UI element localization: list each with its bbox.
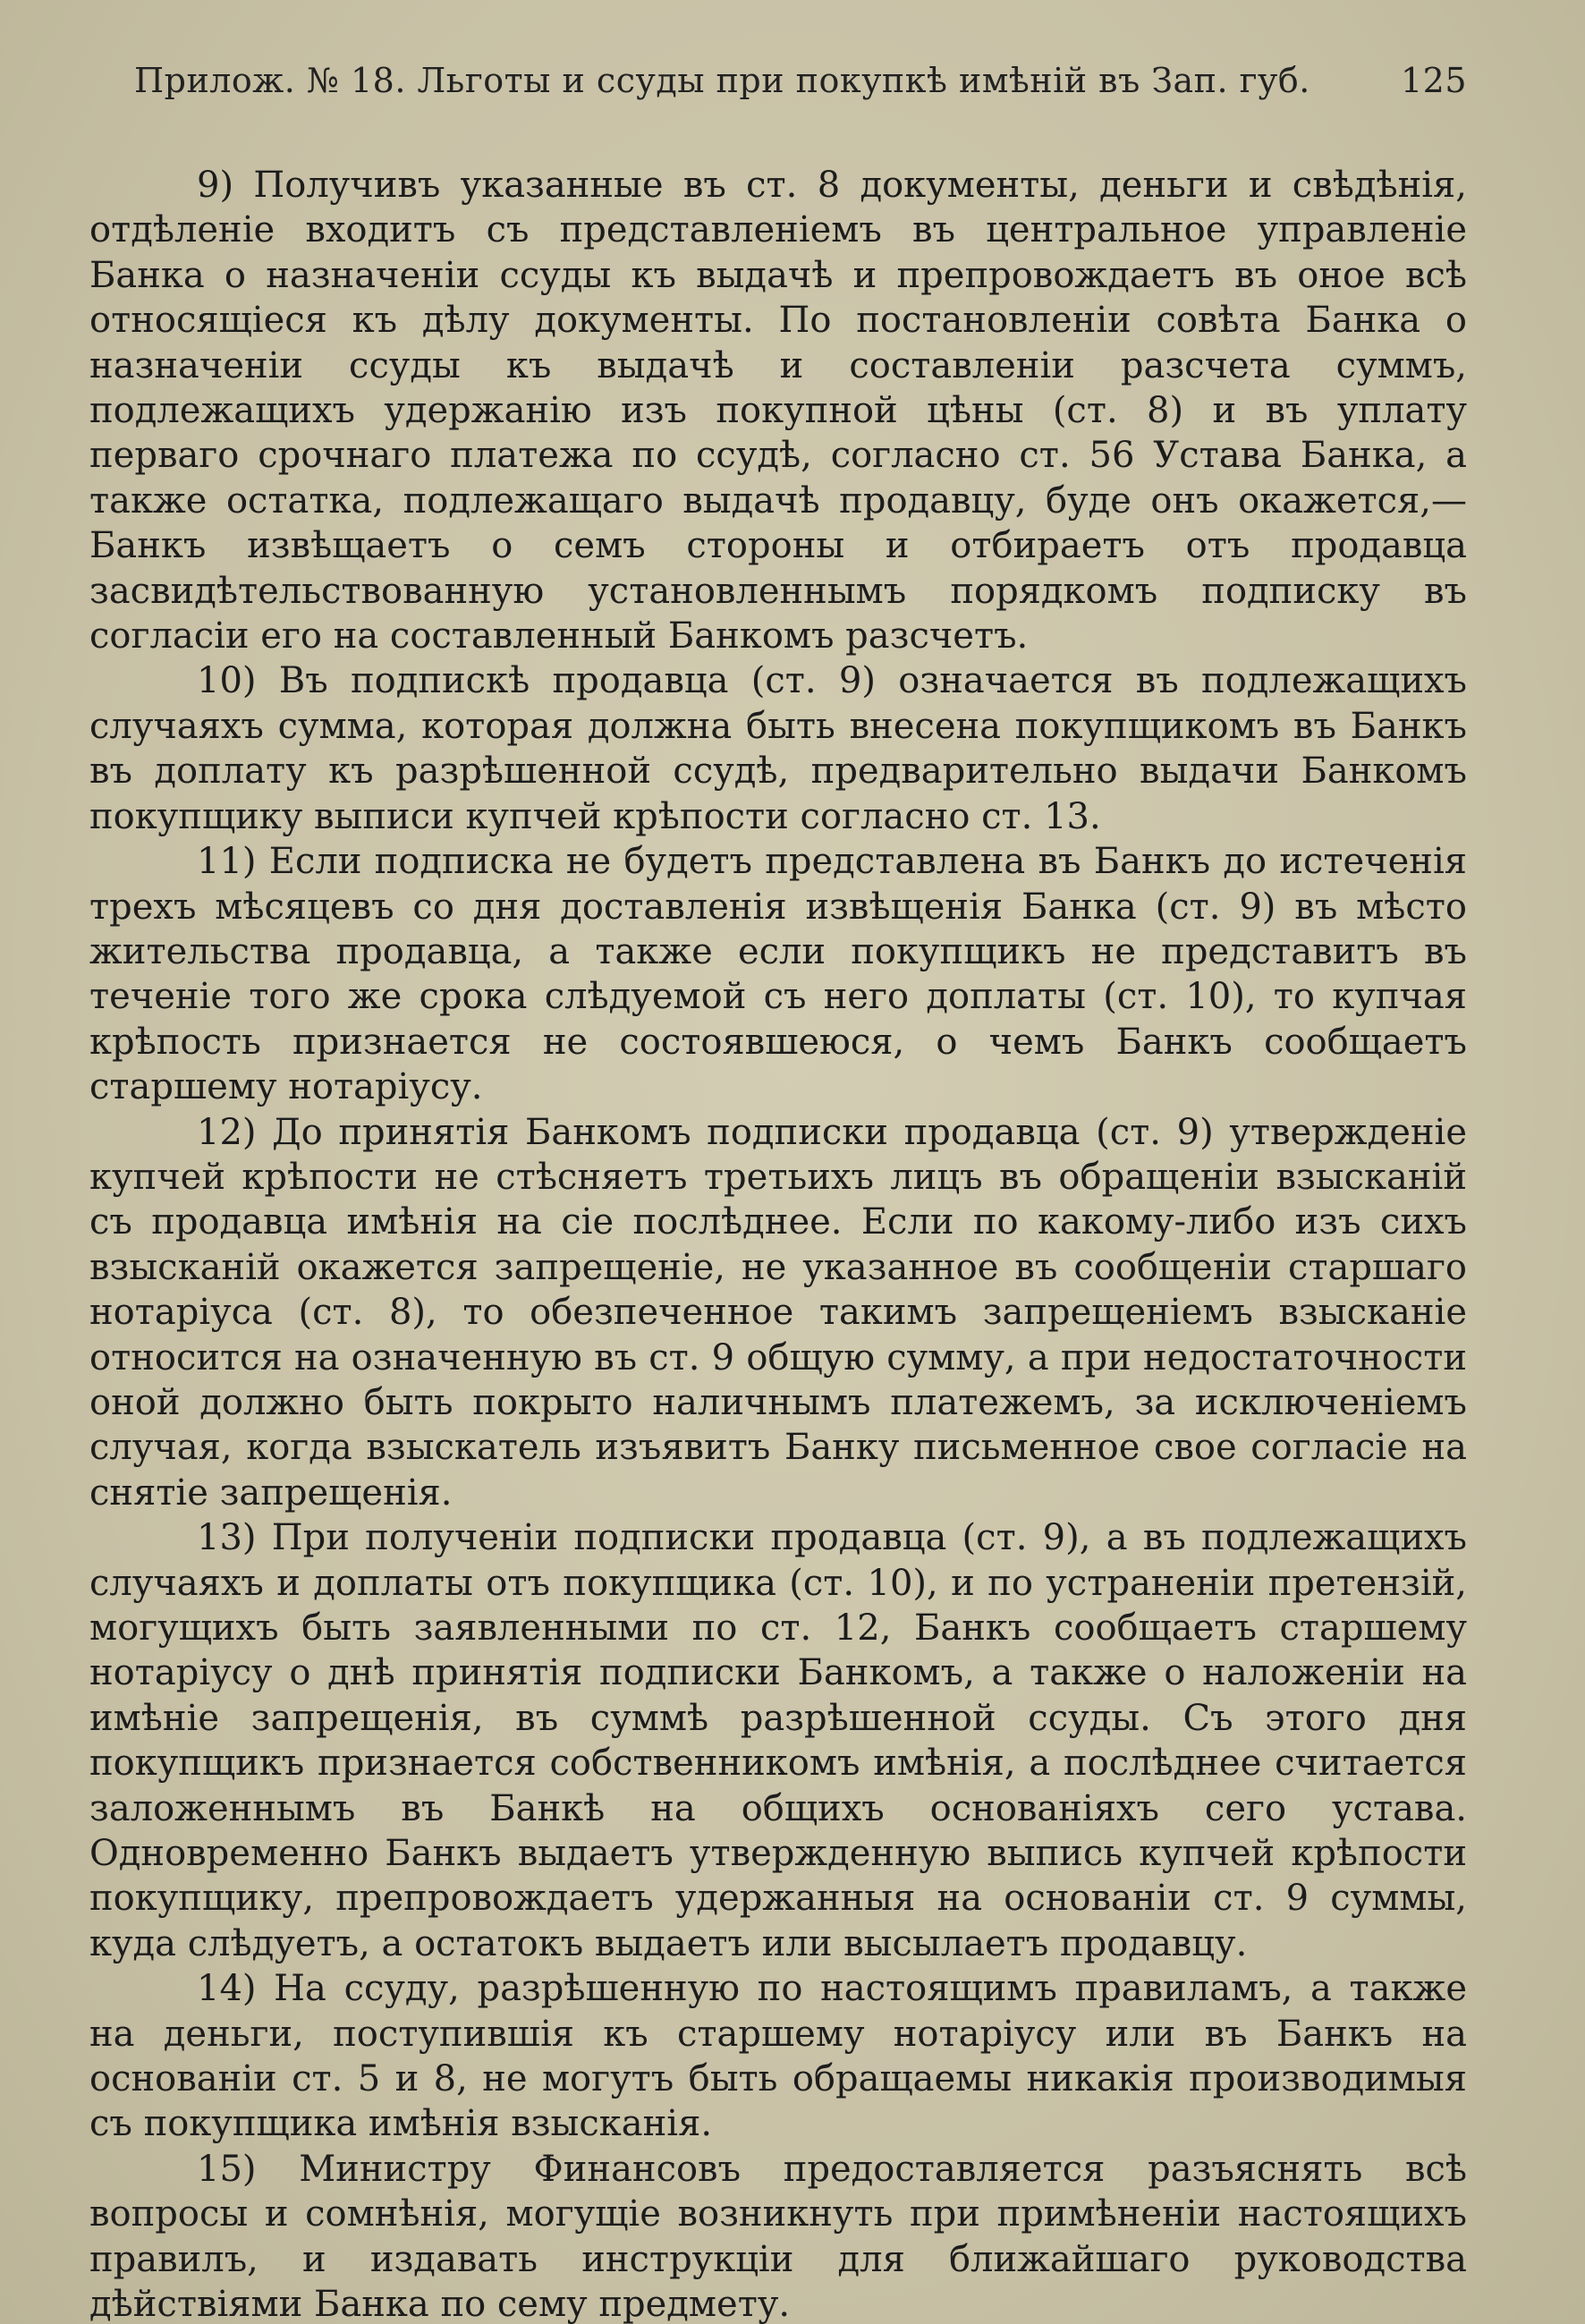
paragraph-12: 12) До принятiя Банкомъ подписки продавца (ст. 9) утвержденiе купчей крѣпости не стѣсняетъ третьихъ лицъ въ обращенiи взысканiй съ продавца имѣнiя на сiе послѣднее. Если по какому-либо изъ сихъ взысканiй окажется запрещенiе, не указанное въ сообщенiи старшаго нотарiуса (ст. 8), то обезпеченное такимъ запрещенiемъ взысканiе относится на означенную въ ст. 9 общую сумму, а при недостаточности оной должно быть покрыто наличнымъ платежемъ, за исключенiемъ случая, когда взыскатель изъявитъ Банку письменное свое согласiе на снятiе запрещенiя. xyxy=(89,1111,1467,1514)
page-number: 125 xyxy=(1400,61,1467,100)
running-head-title: Прилож. № 18. Льготы и ссуды при покупкѣ имѣнiй въ Зап. губ. xyxy=(134,61,1310,100)
paragraph-11: 11) Если подписка не будетъ представлена въ Банкъ до истеченiя трехъ мѣсяцевъ со дня доставленiя извѣщенiя Банка (ст. 9) въ мѣсто жительства продавца, а также если покупщикъ не представитъ въ теченiе того же срока слѣдуемой съ него доплаты (ст. 10), то купчая крѣпость признается не состоявшеюся, о чемъ Банкъ сообщаетъ старшему нотарiусу. xyxy=(89,841,1467,1108)
paragraph-13: 13) При полученiи подписки продавца (ст. 9), а въ подлежащихъ случаяхъ и доплаты отъ покупщика (ст. 10), и по устраненiи претензiй, могущихъ быть заявленными по ст. 12, Банкъ сообщаетъ старшему нотарiусу о днѣ принятiя подписки Банкомъ, а также о наложенiи на имѣнiе запрещенiя, въ суммѣ разрѣшенной ссуды. Съ этого дня покупщикъ признается собственникомъ имѣнiя, а послѣднее считается заложеннымъ въ Банкѣ на общихъ основанiяхъ сего устава. Одновременно Банкъ выдаетъ утвержденную выпись купчей крѣпости покупщику, препровождаетъ удержанныя на основанiи ст. 9 суммы, куда слѣдуетъ, а остатокъ выдаетъ или высылаетъ продавцу. xyxy=(89,1517,1467,1964)
body-text xyxy=(89,163,1467,2324)
paragraph-10: 10) Въ подпискѣ продавца (ст. 9) означается въ подлежащихъ случаяхъ сумма, которая должна быть внесена покупщикомъ въ Банкъ въ доплату къ разрѣшенной ссудѣ, предварительно выдачи Банкомъ покупщику выписи купчей крѣпости согласно ст. 13. xyxy=(89,660,1467,837)
paragraph-15: 15) Министру Финансовъ предоставляется разъяснять всѣ вопросы и сомнѣнiя, могущiе возникнуть при примѣненiи настоящихъ правилъ, и издавать инструкцiи для ближайшаго руководства дѣйствiями Банка по сему предмету. xyxy=(89,2148,1467,2324)
paragraph-14: 14) На ссуду, разрѣшенную по настоящимъ правиламъ, а также на деньги, поступившiя къ старшему нотарiусу или въ Банкъ на основанiи ст. 5 и 8, не могутъ быть обращаемы никакiя производимыя съ покупщика имѣнiя взысканiя. xyxy=(89,1968,1467,2145)
running-head xyxy=(134,54,1467,107)
paragraph-9: 9) Получивъ указанные въ ст. 8 документы, деньги и свѣдѣнiя, отдѣленiе входитъ съ представленiемъ въ центральное управленiе Банка о назначенiи ссуды къ выдачѣ и препровождаетъ въ оное всѣ относящiеся къ дѣлу документы. По постановленiи совѣта Банка о назначенiи ссуды къ выдачѣ и составленiи разсчета суммъ, подлежащихъ удержанiю изъ покупной цѣны (ст. 8) и въ уплату перваго срочнаго платежа по ссудѣ, согласно ст. 56 Устава Банка, а также остатка, подлежащаго выдачѣ продавцу, буде онъ окажется,—Банкъ извѣщаетъ о семъ стороны и отбираетъ отъ продавца засвидѣтельствованную установленнымъ порядкомъ подписку въ согласiи его на составленный Банкомъ разсчетъ. xyxy=(89,165,1467,657)
